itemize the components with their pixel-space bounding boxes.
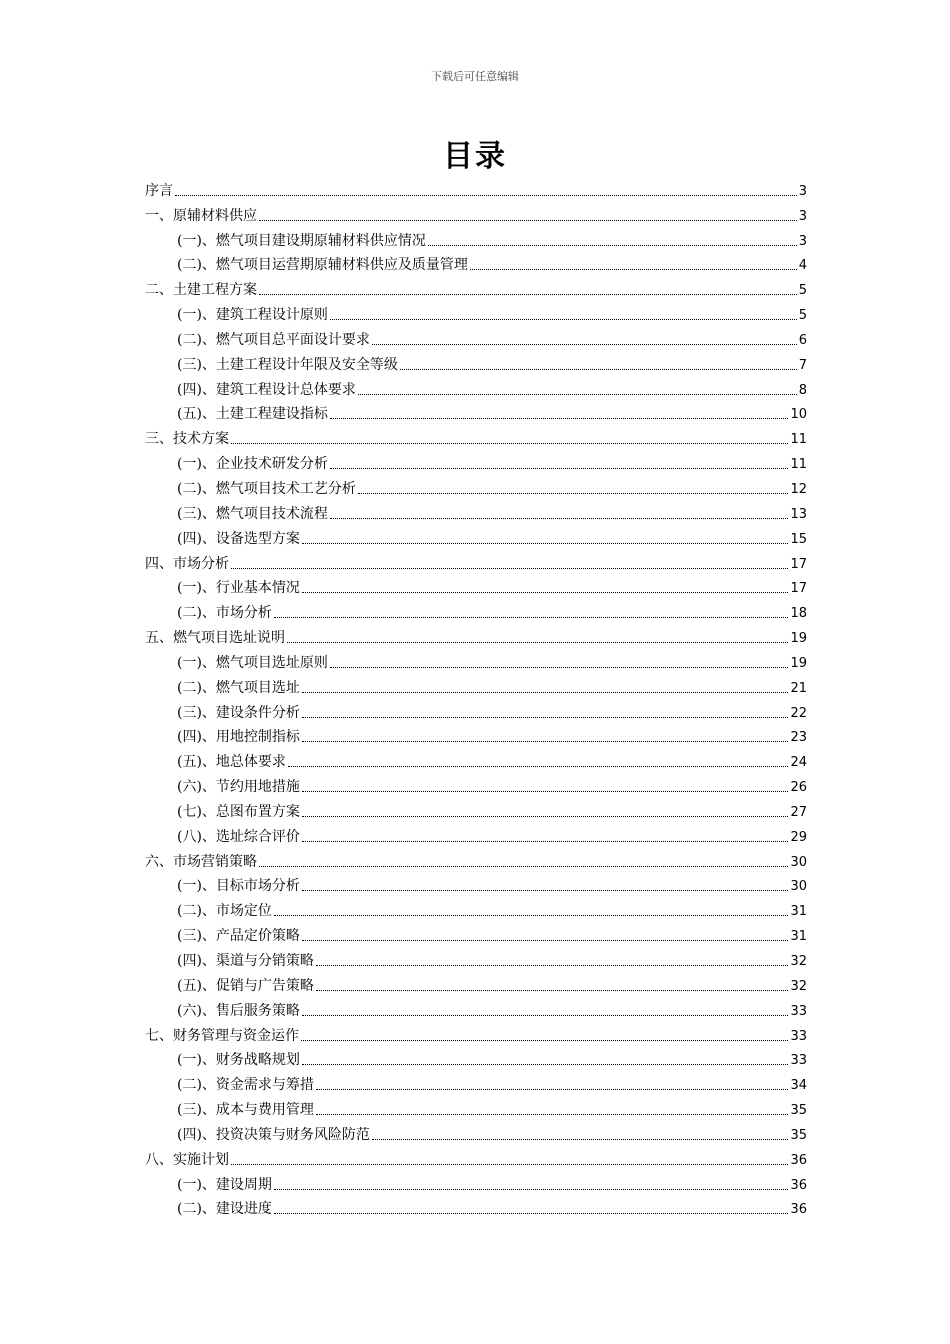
toc-leader-dots [330,418,789,419]
toc-entry-page: 24 [790,755,807,771]
toc-leader-dots [358,493,789,494]
toc-entry-page: 33 [790,1003,807,1019]
toc-entry-label: (一)、燃气项目选址原则 [177,654,328,671]
toc-leader-dots [302,717,789,718]
toc-entry-label: (四)、投资决策与财务风险防范 [177,1126,370,1143]
toc-entry[interactable] [145,722,807,747]
toc-entry-page: 7 [798,357,807,373]
toc-entry[interactable] [145,399,807,424]
toc-leader-dots [358,394,797,395]
toc-leader-dots [274,617,789,618]
toc-entry-label: (二)、市场定位 [177,903,272,920]
toc-entry-label: (二)、市场分析 [177,605,272,622]
toc-leader-dots [316,965,789,966]
toc-entry-page: 11 [790,457,807,473]
toc-entry[interactable] [145,945,807,970]
toc-entry-label: (二)、燃气项目运营期原辅材料供应及质量管理 [177,257,468,274]
toc-entry-page: 33 [790,1053,807,1069]
toc-entry-label: (一)、建设周期 [177,1176,272,1193]
toc-entry-label: 一、原辅材料供应 [145,207,257,224]
toc-leader-dots [259,220,797,221]
toc-leader-dots [175,195,797,196]
toc-entry-label: (二)、燃气项目总平面设计要求 [177,331,370,348]
toc-entry-page: 29 [790,829,807,845]
toc-entry[interactable] [145,1020,807,1045]
toc-entry-page: 23 [790,730,807,746]
toc-leader-dots [302,1015,789,1016]
toc-entry-label: (一)、企业技术研发分析 [177,456,328,473]
toc-leader-dots [316,990,789,991]
toc-entry-label: (一)、目标市场分析 [177,878,300,895]
toc-leader-dots [231,1164,788,1165]
toc-entry-label: (一)、行业基本情况 [177,580,300,597]
toc-entry-page: 5 [798,308,807,324]
toc-entry-label: (三)、成本与费用管理 [177,1102,314,1119]
toc-leader-dots [470,269,797,270]
toc-leader-dots [231,443,788,444]
toc-entry[interactable] [145,1119,807,1144]
toc-leader-dots [400,369,797,370]
toc-entry[interactable] [145,895,807,920]
toc-entry-label: 八、实施计划 [145,1151,229,1168]
toc-entry[interactable] [145,970,807,995]
toc-entry-page: 18 [790,606,807,622]
toc-entry[interactable] [145,871,807,896]
toc-entry-label: (一)、财务战略规划 [177,1052,300,1069]
toc-entry-page: 27 [790,804,807,820]
toc-leader-dots [302,816,789,817]
toc-entry-label: 五、燃气项目选址说明 [145,630,285,647]
toc-leader-dots [302,692,789,693]
toc-entry-page: 36 [790,1152,807,1168]
toc-entry[interactable] [145,647,807,672]
toc-leader-dots [316,1114,789,1115]
toc-leader-dots [302,592,789,593]
toc-entry-label: (七)、总图布置方案 [177,803,300,820]
toc-entry[interactable] [145,846,807,871]
toc-entry-label: (一)、建筑工程设计原则 [177,307,328,324]
toc-entry-label: (二)、建设进度 [177,1201,272,1218]
toc-entry-page: 26 [790,780,807,796]
toc-entry-label: 序言 [145,182,173,199]
toc-entry-page: 5 [798,283,807,299]
toc-leader-dots [316,1089,789,1090]
toc-leader-dots [288,766,789,767]
toc-entry-page: 36 [790,1177,807,1193]
toc-entry-label: (六)、售后服务策略 [177,1002,300,1019]
toc-entry-page: 19 [790,655,807,671]
toc-entry-label: (四)、渠道与分销策略 [177,953,314,969]
toc-entry-label: (五)、促销与广告策略 [177,977,314,994]
toc-entry-page: 8 [798,382,807,398]
toc-leader-dots [302,940,789,941]
toc-leader-dots [231,568,788,569]
toc-entry[interactable] [145,672,807,697]
toc-entry-page: 3 [798,233,807,249]
toc-entry-page: 31 [790,904,807,920]
toc-entry-page: 3 [798,183,807,199]
toc-title: 目录 [443,139,507,174]
toc-entry[interactable] [145,175,807,200]
toc-entry-page: 32 [790,954,807,969]
toc-entry-label: (二)、燃气项目选址 [177,679,300,696]
toc-leader-dots [302,543,789,544]
toc-entry-label: (二)、燃气项目技术工艺分析 [177,480,356,497]
toc-entry[interactable] [145,1045,807,1070]
toc-entry[interactable] [145,1069,807,1094]
toc-entry-label: (四)、建筑工程设计总体要求 [177,381,356,398]
toc-entry-label: (一)、燃气项目建设期原辅材料供应情况 [177,232,426,249]
toc-entry[interactable] [145,225,807,250]
toc-entry[interactable] [145,597,807,622]
toc-entry-label: (三)、建设条件分析 [177,704,300,721]
toc-entry-page: 22 [790,705,807,721]
toc-leader-dots [330,667,789,668]
toc-entry-page: 10 [790,407,807,423]
toc-entry[interactable] [145,473,807,498]
toc-entry-label: (五)、土建工程建设指标 [177,406,328,423]
toc-entry-page: 12 [790,481,807,497]
toc-entry[interactable] [145,523,807,548]
toc-entry-page: 36 [790,1202,807,1218]
toc-leader-dots [301,1040,788,1041]
toc-entry-label: 四、市场分析 [145,555,229,572]
toc-entry-page: 13 [790,506,807,522]
toc-entry[interactable] [145,200,807,225]
toc-entry[interactable] [145,995,807,1020]
toc-entry-label: (四)、设备选型方案 [177,530,300,547]
toc-entry[interactable] [145,746,807,771]
toc-entry-page: 11 [790,432,807,448]
toc-entry[interactable] [145,250,807,275]
toc-entry-page: 21 [790,680,807,696]
toc-entry-page: 35 [790,1127,807,1143]
toc-entry-page: 31 [790,929,807,945]
toc-leader-dots [302,1064,789,1065]
toc-entry[interactable] [145,771,807,796]
toc-entry-label: (二)、资金需求与筹措 [177,1077,314,1094]
toc-leader-dots [302,791,789,792]
toc-entry[interactable] [145,548,807,573]
toc-leader-dots [302,890,789,891]
toc-entry-label: (三)、土建工程设计年限及安全等级 [177,356,398,373]
toc-entry-page: 34 [790,1078,807,1094]
toc-leader-dots [259,294,797,295]
toc-leader-dots [287,642,788,643]
toc-leader-dots [302,741,789,742]
table-of-contents [145,175,807,1218]
toc-entry-page: 35 [790,1103,807,1119]
toc-entry-page: 30 [790,879,807,895]
toc-entry[interactable] [145,324,807,349]
toc-entry-page: 17 [790,581,807,597]
toc-entry[interactable] [145,423,807,448]
toc-leader-dots [274,1213,789,1214]
toc-leader-dots [372,1139,789,1140]
toc-leader-dots [302,841,789,842]
toc-leader-dots [259,866,788,867]
toc-entry[interactable] [145,374,807,399]
toc-entry-page: 4 [798,258,807,274]
toc-entry[interactable] [145,573,807,598]
toc-entry-label: 二、土建工程方案 [145,282,257,299]
toc-entry[interactable] [145,1144,807,1169]
toc-entry-label: (八)、选址综合评价 [177,828,300,845]
toc-entry[interactable] [145,299,807,324]
toc-entry[interactable] [145,920,807,945]
toc-leader-dots [428,245,797,246]
toc-entry-page: 17 [790,556,807,572]
toc-entry[interactable] [145,448,807,473]
toc-entry[interactable] [145,1194,807,1219]
toc-entry-page: 6 [798,332,807,348]
toc-entry-page: 33 [790,1028,807,1044]
toc-entry[interactable] [145,1169,807,1194]
toc-entry-label: (五)、地总体要求 [177,754,286,771]
toc-entry-label: (六)、节约用地措施 [177,779,300,796]
toc-leader-dots [274,915,789,916]
toc-leader-dots [372,344,797,345]
toc-entry[interactable] [145,697,807,722]
toc-entry[interactable] [145,349,807,374]
toc-entry-label: (四)、用地控制指标 [177,729,300,746]
toc-entry-page: 3 [798,208,807,224]
toc-entry-page: 19 [790,631,807,647]
toc-entry[interactable] [145,1094,807,1119]
toc-entry[interactable] [145,274,807,299]
toc-entry-page: 30 [790,854,807,870]
toc-leader-dots [330,518,789,519]
toc-entry-label: (三)、产品定价策略 [177,928,300,945]
toc-entry[interactable] [145,498,807,523]
toc-entry[interactable] [145,821,807,846]
page-header: 下载后可任意编辑 [431,70,519,83]
toc-entry-label: (三)、燃气项目技术流程 [177,505,328,522]
toc-entry-label: 三、技术方案 [145,431,229,448]
toc-entry-page: 15 [790,531,807,547]
toc-leader-dots [274,1189,789,1190]
toc-entry[interactable] [145,796,807,821]
toc-leader-dots [330,468,789,469]
toc-entry[interactable] [145,622,807,647]
toc-entry-label: 六、市场营销策略 [145,853,257,870]
toc-entry-label: 七、财务管理与资金运作 [145,1027,299,1044]
toc-leader-dots [330,319,797,320]
toc-entry-page: 32 [790,978,807,994]
